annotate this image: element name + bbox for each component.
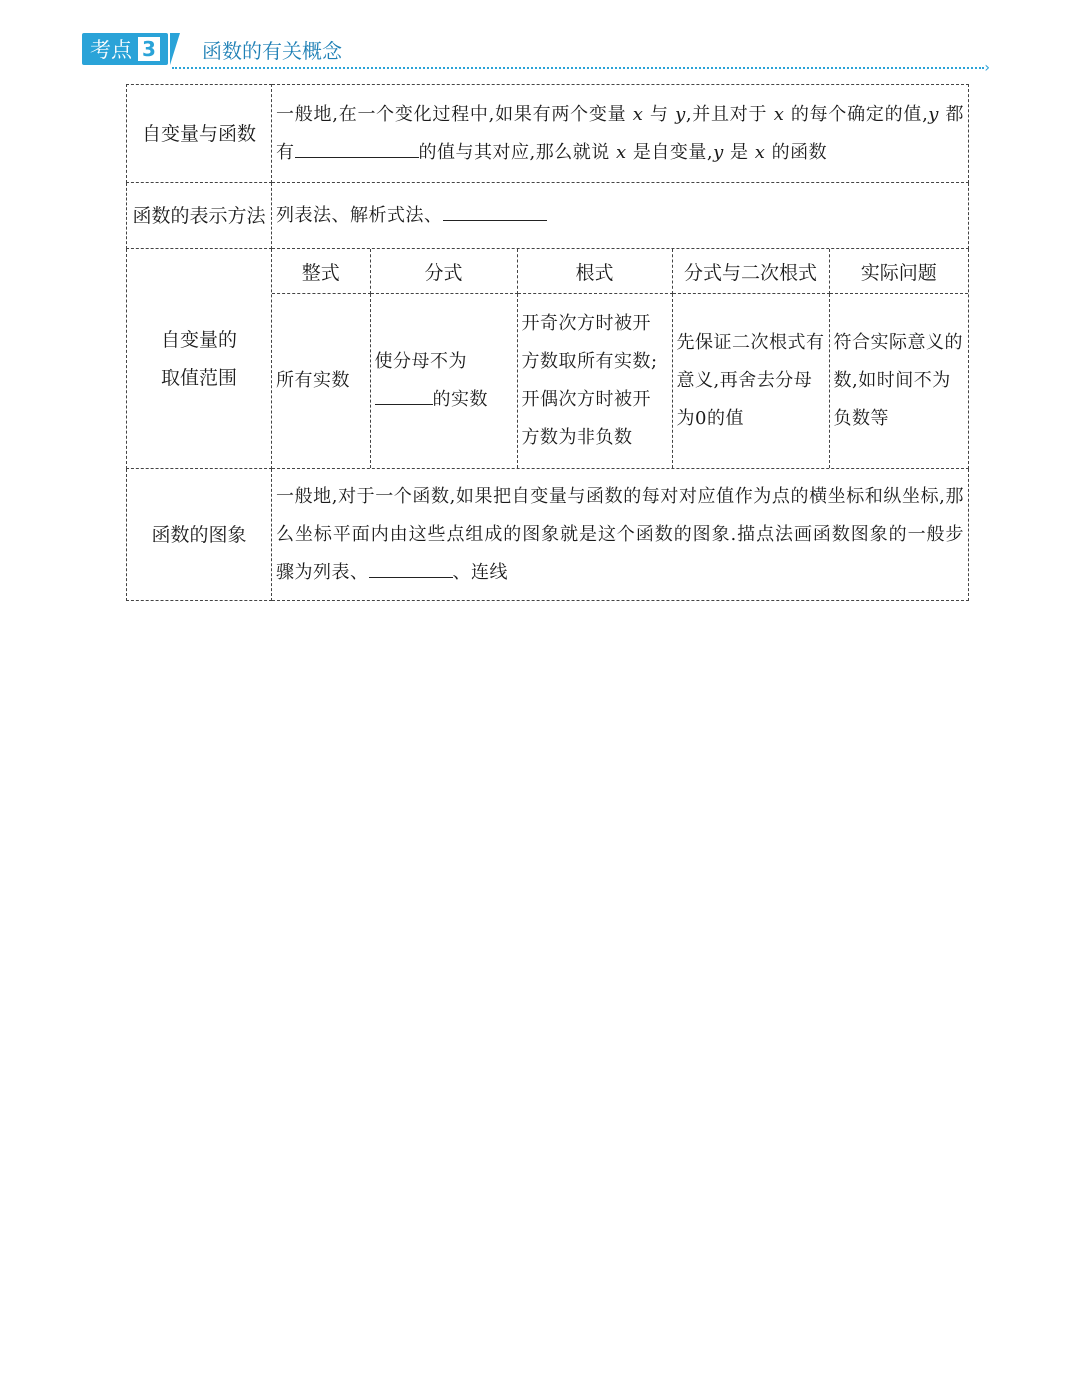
fill-blank[interactable] <box>295 135 419 158</box>
row-content-domain <box>272 249 969 469</box>
row-content-variable-function: 一般地,在一个变化过程中,如果有两个变量 x 与 y,并且对于 x 的每个确定的值,y 都有 的值与其对应,那么就说 x 是自变量,y 是 x 的函数 <box>272 85 969 183</box>
row-label-variable-function: 自变量与函数 <box>127 85 272 183</box>
header-polynomial: 整式 <box>272 249 370 294</box>
header-dotted-line <box>172 67 984 69</box>
header-radical: 根式 <box>517 249 672 294</box>
subtable-header-row <box>272 249 968 294</box>
cell-fraction-radical: 先保证二次根式有意义,再舍去分母为0的值 <box>672 294 829 469</box>
subtable-body-row <box>272 294 968 469</box>
cell-practical: 符合实际意义的数,如时间不为负数等 <box>829 294 968 469</box>
cell-polynomial: 所有实数 <box>272 294 370 469</box>
table-row <box>127 183 969 249</box>
header-fraction-radical: 分式与二次根式 <box>672 249 829 294</box>
fill-blank[interactable] <box>369 555 453 578</box>
section-header <box>82 33 992 76</box>
row-label-representation: 函数的表示方法 <box>127 183 272 249</box>
header-practical: 实际问题 <box>829 249 968 294</box>
section-badge <box>82 33 168 65</box>
table-row <box>127 85 969 183</box>
cell-radical: 开奇次方时被开方数取所有实数;开偶次方时被开方数为非负数 <box>517 294 672 469</box>
concept-table <box>126 84 969 601</box>
fill-blank[interactable] <box>443 198 547 221</box>
row-content-graph: 一般地,对于一个函数,如果把自变量与函数的每对对应值作为点的横坐标和纵坐标,那么坐标平面内由这些点组成的图象就是这个函数的图象.描点法画函数图象的一般步骤为列表、 、连线 <box>272 469 969 601</box>
header-fraction: 分式 <box>370 249 517 294</box>
cell-fraction: 使分母不为 的实数 <box>370 294 517 469</box>
header-arrow-icon: › <box>984 60 990 76</box>
badge-label: 考点 <box>90 38 132 62</box>
fill-blank[interactable] <box>375 382 433 405</box>
badge-tail-shape <box>170 33 180 65</box>
row-label-domain: 自变量的 取值范围 <box>127 249 272 469</box>
badge-number: 3 <box>138 37 160 61</box>
row-label-graph: 函数的图象 <box>127 469 272 601</box>
section-title: 函数的有关概念 <box>202 39 342 63</box>
table-row <box>127 469 969 601</box>
table-row <box>127 249 969 469</box>
row-content-representation: 列表法、解析式法、 <box>272 183 969 249</box>
domain-subtable <box>272 249 968 468</box>
